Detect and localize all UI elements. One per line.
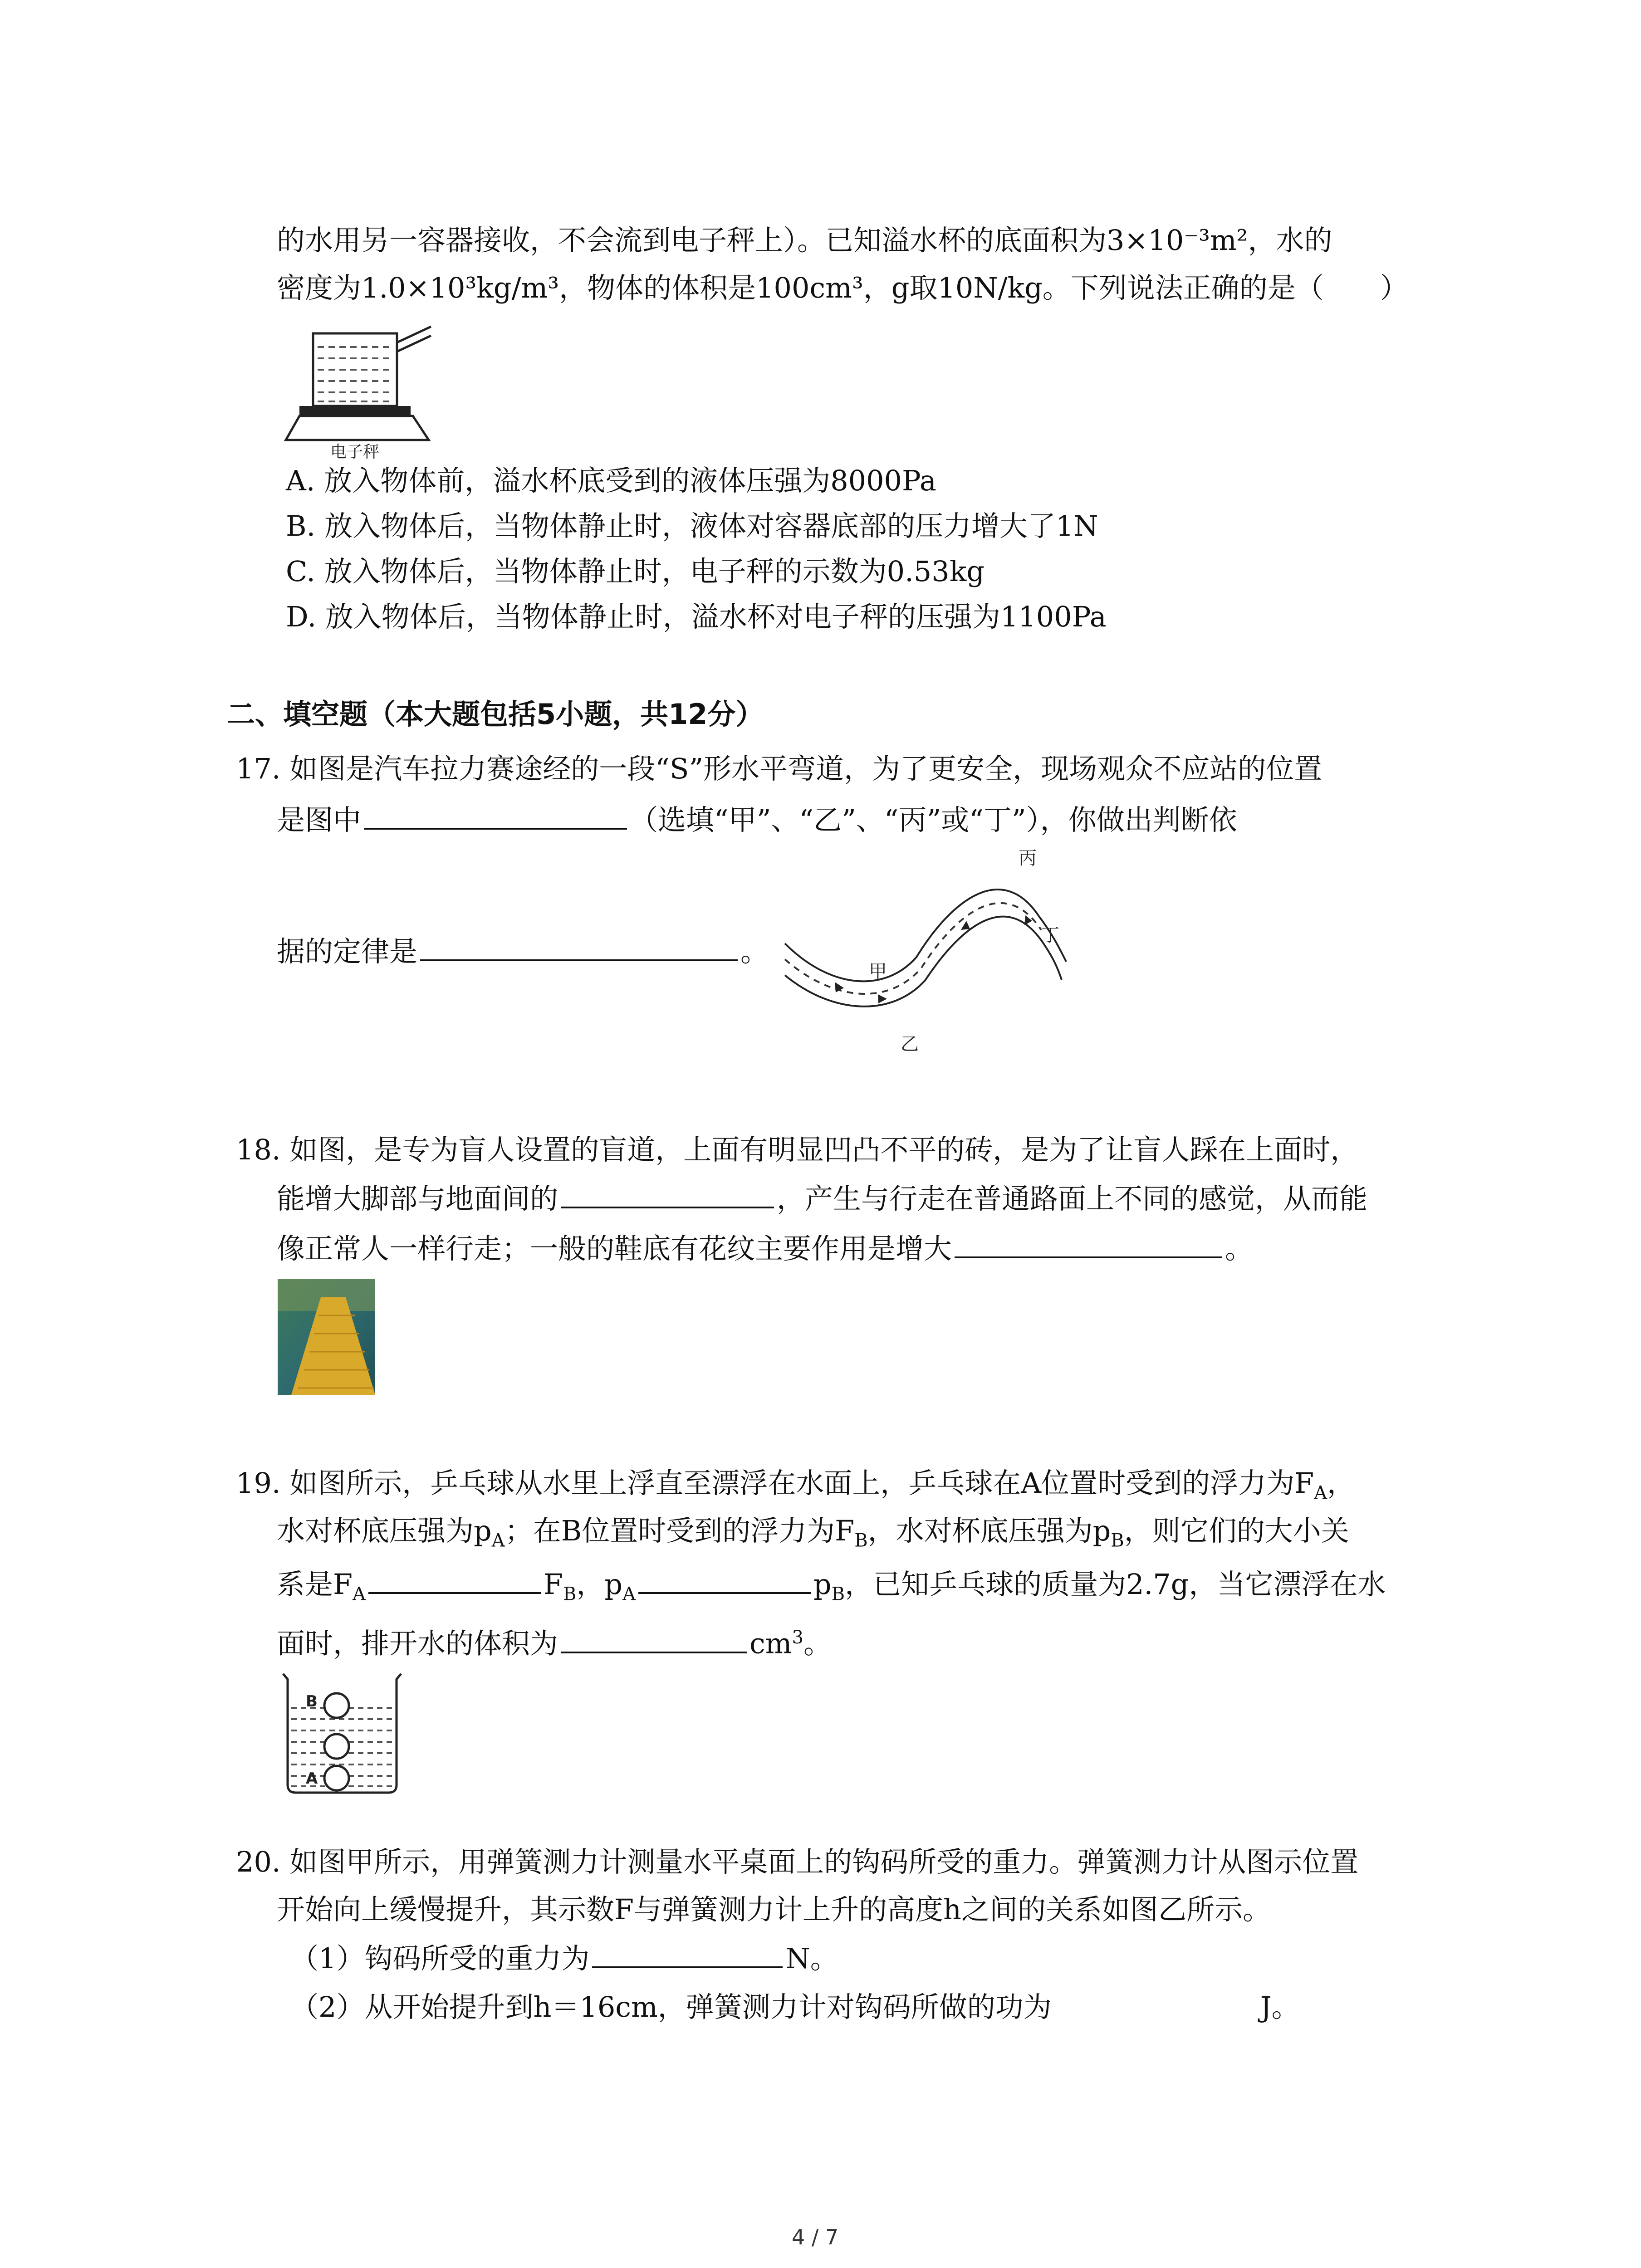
- q19-text-2-mid: ；在B位置时受到的浮力为F: [505, 1514, 855, 1547]
- label-bing: 丙: [1019, 848, 1037, 869]
- q16-line-2: 密度为1.0×10³kg/m³，物体的体积是100cm³，g取10N/kg。下列说法正确的是（ ）: [277, 271, 1408, 304]
- q19-text-3d: p: [813, 1568, 832, 1601]
- q18-line-3: [277, 1229, 1253, 1267]
- q17-text-b: （选填“甲”、“乙”、“丙”或“丁”），你做出判断依: [630, 803, 1237, 836]
- q19-text-3e: ，已知乒乓球的质量为2.7g，当它漂浮在水: [845, 1568, 1386, 1601]
- q18-line-2: [277, 1179, 1367, 1217]
- q19-sub-3c: A: [622, 1584, 636, 1605]
- q20-text-2a: （2）从开始提升到h＝16cm，弹簧测力计对钩码所做的功为: [290, 1990, 1052, 2024]
- q18-text-a: 能增大脚部与地面间的: [277, 1182, 558, 1215]
- q19-sup-3: 3: [792, 1627, 803, 1648]
- q19-text-3c: ，p: [576, 1568, 623, 1601]
- label-a: A: [306, 1769, 318, 1788]
- q20-line-2: 开始向上缓慢提升，其示数F与弹簧测力计上升的高度h之间的关系如图乙所示。: [277, 1893, 1271, 1926]
- q19-line-2: [277, 1513, 1349, 1559]
- q18-text-c: 像正常人一样行走；一般的鞋底有花纹主要作用是增大: [277, 1232, 952, 1265]
- q19-text-2-mid2: ，水对杯底压强为p: [867, 1514, 1111, 1547]
- q19-text-1-end: ，: [1327, 1466, 1356, 1500]
- q20-sub-1: [290, 1939, 838, 1977]
- q20-text-1b: N。: [785, 1942, 838, 1975]
- q20-sub-2: [290, 1989, 1300, 2025]
- scale-label: 电子秤: [330, 443, 380, 460]
- q20-answer-blank-1[interactable]: [592, 1939, 783, 1968]
- q19-sub-pa: A: [491, 1530, 505, 1551]
- q16-option-a: A. 放入物体前，溢水杯底受到的液体压强为8000Pa: [286, 464, 936, 497]
- q16-option-c: C. 放入物体后，当物体静止时，电子秤的示数为0.53kg: [286, 555, 985, 588]
- q19-line-3: [277, 1565, 1386, 1612]
- q19-text-3b: F: [543, 1568, 563, 1601]
- q19-text-3a: 系是F: [277, 1568, 353, 1601]
- q18-text-b: ，产生与行走在普通路面上不同的感觉，从而能: [777, 1182, 1368, 1215]
- q16-line-1: 的水用另一容器接收，不会流到电子秤上）。已知溢水杯的底面积为3×10⁻³m²，水的: [277, 224, 1332, 257]
- page-number: 4 / 7: [792, 2225, 839, 2249]
- section-heading: 二、填空题（本大题包括5小题，共12分）: [227, 698, 764, 731]
- q18-answer-blank-2[interactable]: [955, 1229, 1222, 1258]
- beaker-pingpong-figure: [278, 1669, 409, 1799]
- q17-text-c: 据的定律是: [277, 935, 418, 968]
- q17-answer-blank-2[interactable]: [420, 932, 738, 961]
- q19-sub-fb: B: [854, 1530, 868, 1551]
- q18-text-d: 。: [1225, 1232, 1254, 1265]
- q19-text-2: 水对杯底压强为p: [277, 1514, 492, 1547]
- q19-answer-blank-3[interactable]: [561, 1624, 747, 1653]
- q19-text-1: 19. 如图所示，乒乓球从水里上浮直至漂浮在水面上，乒乓球在A位置时受到的浮力为F: [236, 1466, 1314, 1500]
- q17-answer-blank-1[interactable]: [364, 801, 627, 830]
- tactile-paving-photo: [278, 1279, 375, 1395]
- s-curve-road-figure: [771, 844, 1134, 1070]
- q16-option-d: D. 放入物体后，当物体静止时，溢水杯对电子秤的压强为1100Pa: [286, 600, 1107, 633]
- q19-answer-blank-1[interactable]: [368, 1565, 541, 1594]
- q19-text-4c: 。: [803, 1627, 832, 1660]
- q17-text-a: 是图中: [277, 803, 362, 836]
- q17-line-2: [277, 801, 1237, 838]
- q19-line-4: [277, 1619, 832, 1662]
- q19-text-2-end: ，则它们的大小关: [1124, 1514, 1349, 1547]
- q16-option-b: B. 放入物体后，当物体静止时，液体对容器底部的压力增大了1N: [286, 509, 1098, 543]
- q20-text-2b: J。: [1260, 1990, 1300, 2024]
- q19-answer-blank-2[interactable]: [638, 1565, 811, 1594]
- q17-line-1: 17. 如图是汽车拉力赛途经的一段“S”形水平弯道，为了更安全，现场观众不应站的位置: [236, 752, 1323, 785]
- label-b: B: [306, 1692, 318, 1711]
- label-yi: 乙: [901, 1034, 919, 1055]
- q18-answer-blank-1[interactable]: [561, 1179, 774, 1208]
- label-ding: 丁: [1041, 925, 1059, 946]
- q19-sub-3a: A: [353, 1584, 366, 1605]
- q20-line-1: 20. 如图甲所示，用弹簧测力计测量水平桌面上的钩码所受的重力。弹簧测力计从图示位置: [236, 1845, 1359, 1878]
- q19-sub-fa: A: [1314, 1482, 1327, 1504]
- q17-text-d: 。: [740, 935, 769, 968]
- q17-line-3: [277, 932, 769, 970]
- q19-sub-3b: B: [563, 1584, 577, 1605]
- q19-line-1: [236, 1465, 1355, 1511]
- q20-text-1a: （1）钩码所受的重力为: [290, 1942, 590, 1975]
- q19-text-4b: cm: [749, 1627, 792, 1660]
- q19-sub-pb: B: [1111, 1530, 1124, 1551]
- overflow-cup-scale-figure: [281, 324, 445, 460]
- q19-sub-3d: B: [831, 1584, 845, 1605]
- q19-text-4a: 面时，排开水的体积为: [277, 1627, 558, 1660]
- label-jia: 甲: [869, 961, 887, 982]
- q18-line-1: 18. 如图，是专为盲人设置的盲道，上面有明显凹凸不平的砖，是为了让盲人踩在上面时，: [236, 1133, 1359, 1166]
